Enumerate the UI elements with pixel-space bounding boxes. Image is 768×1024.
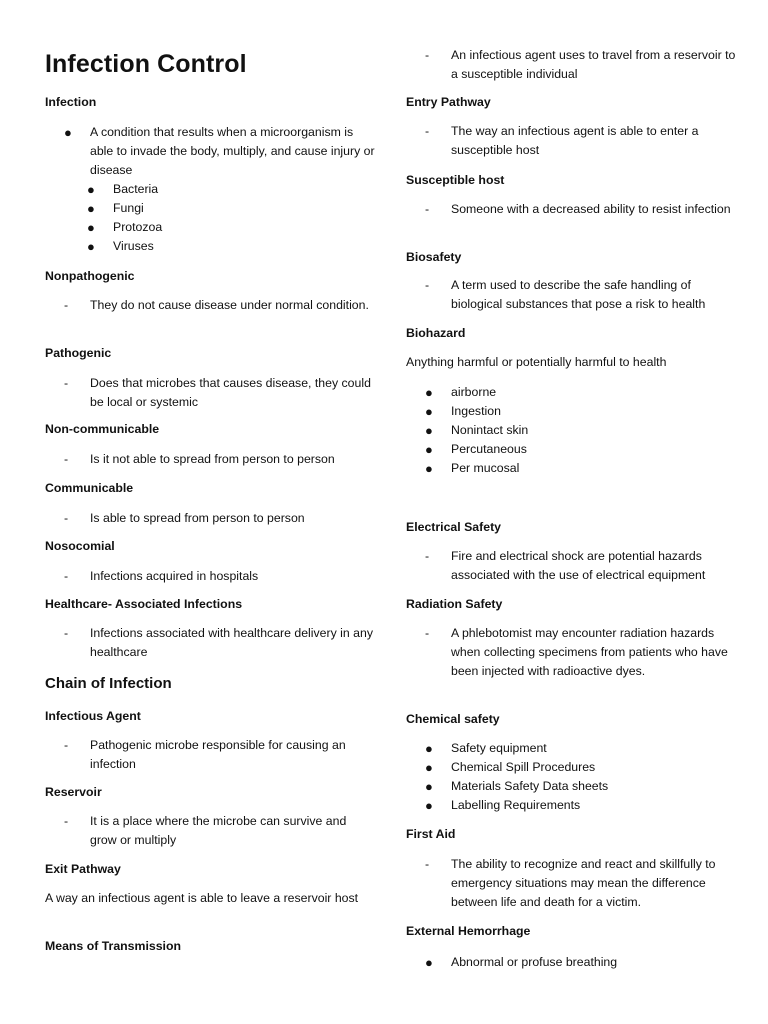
- section-heading-chemical: Chemical safety: [406, 712, 500, 726]
- biohazard-route: airborne: [451, 385, 497, 399]
- pathogenic-text: Does that microbes that causes disease, they could be local or systemic: [90, 376, 371, 409]
- infection-type: Protozoa: [113, 220, 163, 234]
- dash-marker: -: [64, 376, 69, 390]
- list-item: [45, 509, 375, 528]
- list-item: [45, 374, 375, 412]
- chemical-item: Safety equipment: [451, 741, 547, 755]
- section-heading-first-aid: First Aid: [406, 827, 456, 841]
- list-item: [45, 180, 375, 199]
- bullet-icon: ●: [87, 201, 95, 216]
- bullet-icon: ●: [425, 779, 433, 794]
- section-heading-infectious-agent: Infectious Agent: [45, 709, 141, 723]
- bullet-icon: ●: [425, 461, 433, 476]
- infectious-agent-text: Pathogenic microbe responsible for causing an infection: [90, 738, 346, 771]
- biohazard-intro: Anything harmful or potentially harmful to health: [406, 355, 667, 369]
- biohazard-route: Ingestion: [451, 404, 501, 418]
- list-item: [406, 402, 736, 421]
- section-heading-nonpathogenic: Nonpathogenic: [45, 269, 135, 283]
- list-item: [406, 383, 736, 402]
- list-item: [45, 450, 375, 469]
- section-heading-reservoir: Reservoir: [45, 785, 102, 799]
- section-heading-biohazard: Biohazard: [406, 326, 466, 340]
- dash-marker: -: [425, 124, 430, 138]
- bullet-icon: ●: [87, 182, 95, 197]
- section-heading-transmission: Means of Transmission: [45, 939, 181, 953]
- dash-marker: -: [64, 511, 69, 525]
- dash-marker: -: [425, 202, 430, 216]
- host-text: Someone with a decreased ability to resist infection: [451, 202, 731, 216]
- dash-marker: -: [425, 626, 430, 640]
- list-item: [406, 122, 736, 160]
- section-heading-biosafety: Biosafety: [406, 250, 462, 264]
- dash-marker: -: [425, 857, 430, 871]
- bullet-icon: ●: [425, 955, 433, 970]
- section-heading-exit-pathway: Exit Pathway: [45, 862, 121, 876]
- section-heading-infection: Infection: [45, 95, 97, 109]
- dash-marker: -: [425, 48, 430, 62]
- dash-marker: -: [64, 569, 69, 583]
- list-item: [45, 736, 375, 774]
- dash-marker: -: [64, 814, 69, 828]
- list-item: [406, 624, 736, 681]
- biohazard-route: Percutaneous: [451, 442, 527, 456]
- dash-marker: -: [425, 549, 430, 563]
- communicable-text: Is able to spread from person to person: [90, 511, 305, 525]
- infection-type: Bacteria: [113, 182, 159, 196]
- chemical-item: Materials Safety Data sheets: [451, 779, 609, 793]
- nonpathogenic-text: They do not cause disease under normal condition.: [90, 298, 369, 312]
- electrical-text: Fire and electrical shock are potential hazards associated with the use of electrical equipment: [451, 549, 706, 582]
- section-heading-entry: Entry Pathway: [406, 95, 491, 109]
- list-item: [45, 199, 375, 218]
- biohazard-route: Nonintact skin: [451, 423, 529, 437]
- list-item: [406, 796, 736, 815]
- dash-marker: -: [64, 738, 69, 752]
- exit-pathway-text: A way an infectious agent is able to leave a reservoir host: [45, 891, 359, 905]
- list-item: [406, 777, 736, 796]
- biosafety-text: A term used to describe the safe handling of biological substances that pose a risk to health: [451, 278, 706, 311]
- dash-marker: -: [64, 626, 69, 640]
- bullet-icon: ●: [64, 125, 72, 140]
- chemical-item: Chemical Spill Procedures: [451, 760, 596, 774]
- infection-type: Fungi: [113, 201, 144, 215]
- section-heading-hemorrhage: External Hemorrhage: [406, 924, 531, 938]
- bullet-icon: ●: [425, 442, 433, 457]
- dash-marker: -: [425, 278, 430, 292]
- section-heading-pathogenic: Pathogenic: [45, 346, 112, 360]
- list-item: [406, 855, 736, 912]
- list-item: [406, 953, 736, 972]
- infection-type: Viruses: [113, 239, 154, 253]
- noncommunicable-text: Is it not able to spread from person to person: [90, 452, 335, 466]
- list-item: [45, 567, 375, 586]
- first-aid-text: The ability to recognize and react and skillfully to emergency situations may mean the difference between life and death for a victim.: [451, 857, 716, 909]
- section-heading-nosocomial: Nosocomial: [45, 539, 115, 553]
- list-item: [406, 459, 736, 478]
- list-item: [406, 46, 736, 84]
- list-item: [406, 440, 736, 459]
- bullet-icon: ●: [425, 423, 433, 438]
- list-item: [45, 296, 375, 315]
- bullet-icon: ●: [87, 239, 95, 254]
- section-heading-host: Susceptible host: [406, 173, 505, 187]
- list-item: [45, 123, 375, 180]
- section-heading-healthcare: Healthcare- Associated Infections: [45, 597, 243, 611]
- transmission-text: An infectious agent uses to travel from a reservoir to a susceptible individual: [451, 48, 736, 81]
- bullet-icon: ●: [425, 385, 433, 400]
- radiation-text: A phlebotomist may encounter radiation hazards when collecting specimens from patients who have been injected with radioactive dyes.: [451, 626, 728, 678]
- bullet-icon: ●: [87, 220, 95, 235]
- bullet-icon: ●: [425, 760, 433, 775]
- list-item: [406, 276, 736, 314]
- list-item: [406, 200, 736, 219]
- hemorrhage-item: Abnormal or profuse breathing: [451, 955, 618, 969]
- list-item: [406, 547, 736, 585]
- chemical-item: Labelling Requirements: [451, 798, 581, 812]
- entry-text: The way an infectious agent is able to enter a susceptible host: [451, 124, 699, 157]
- list-item: [45, 218, 375, 237]
- page-title: Infection Control: [45, 50, 247, 78]
- section-heading-communicable: Communicable: [45, 481, 134, 495]
- infection-definition: A condition that results when a microorganism is able to invade the body, multiply, and cause injury or disease: [90, 125, 375, 177]
- nosocomial-text: Infections acquired in hospitals: [90, 569, 259, 583]
- list-item: [406, 758, 736, 777]
- list-item: [406, 739, 736, 758]
- reservoir-text: It is a place where the microbe can survive and grow or multiply: [90, 814, 347, 847]
- biohazard-route: Per mucosal: [451, 461, 520, 475]
- section-heading-electrical: Electrical Safety: [406, 520, 502, 534]
- list-item: [45, 237, 375, 256]
- bullet-icon: ●: [425, 741, 433, 756]
- dash-marker: -: [64, 298, 69, 312]
- bullet-icon: ●: [425, 404, 433, 419]
- section-heading-noncommunicable: Non-communicable: [45, 422, 160, 436]
- list-item: [406, 421, 736, 440]
- bullet-icon: ●: [425, 798, 433, 813]
- list-item: [45, 624, 375, 662]
- healthcare-text: Infections associated with healthcare delivery in any healthcare: [90, 626, 373, 659]
- dash-marker: -: [64, 452, 69, 466]
- list-item: [45, 812, 375, 850]
- section-heading-radiation: Radiation Safety: [406, 597, 503, 611]
- chain-of-infection-title: Chain of Infection: [45, 675, 172, 692]
